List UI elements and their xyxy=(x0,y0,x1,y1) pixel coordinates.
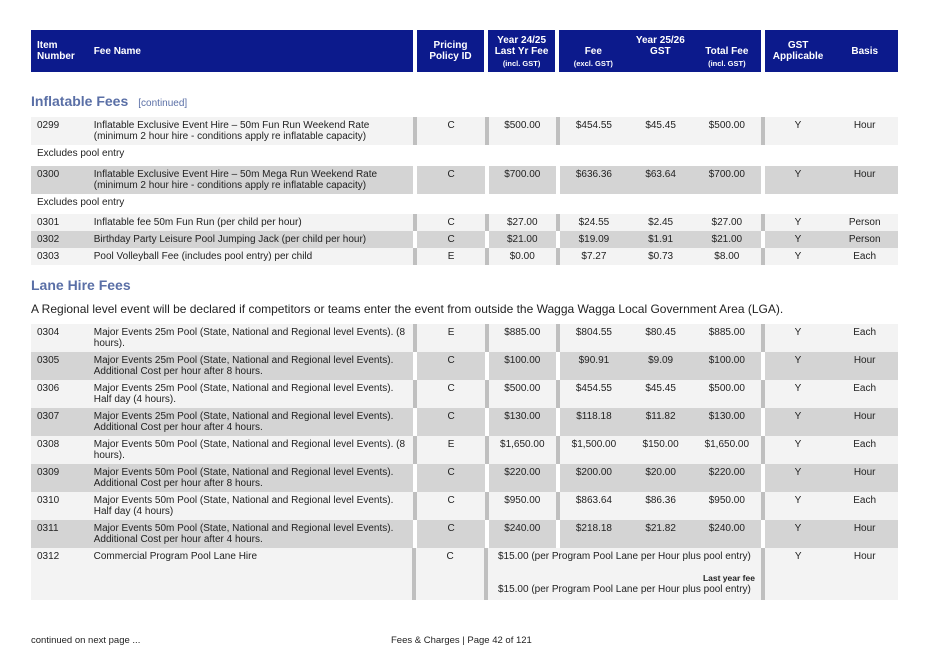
table-row xyxy=(31,248,898,265)
gst-amount: $11.82 xyxy=(645,411,676,422)
header-total-fee: Total Fee (incl. GST) xyxy=(705,45,749,68)
fee-name-line1: Major Events 25m Pool (State, National and Regional level Events). xyxy=(93,355,394,366)
fee-name xyxy=(88,520,414,548)
total-fee: $21.00 xyxy=(711,234,743,245)
total-fee: $100.00 xyxy=(708,355,745,366)
basis: Each xyxy=(853,495,877,506)
fee-excl-gst: $24.55 xyxy=(578,217,610,228)
fee-excl-gst: $454.55 xyxy=(575,383,612,394)
gst-amount: $21.82 xyxy=(645,523,676,534)
total-fee: $500.00 xyxy=(708,383,745,394)
fee-excl-gst: $7.27 xyxy=(581,251,607,262)
fee-excl-gst: $19.09 xyxy=(578,234,610,245)
fee-name xyxy=(88,380,414,408)
pricing-policy-id: C xyxy=(447,355,455,366)
pricing-policy-id: E xyxy=(447,251,455,262)
last-year-fee: $885.00 xyxy=(504,327,541,338)
header-gst-applicable: GST Applicable xyxy=(765,30,832,72)
fee-name-line1: Major Events 25m Pool (State, National and Regional level Events). (8 xyxy=(93,327,406,338)
fee-name xyxy=(88,231,414,248)
last-year-fee: $700.00 xyxy=(504,169,541,180)
table-row xyxy=(31,352,898,380)
gst-applicable: Y xyxy=(794,439,802,450)
fee-name xyxy=(88,117,414,145)
table-row xyxy=(31,492,898,520)
lane-hire-description: A Regional level event will be declared if competitors or teams enter the event from outside the Wagga Wagga Local Government Area (LGA). xyxy=(31,302,784,316)
pricing-policy-id: C xyxy=(447,234,455,245)
basis: Hour xyxy=(853,467,876,478)
total-fee: $27.00 xyxy=(711,217,743,228)
gst-amount: $9.09 xyxy=(648,355,674,366)
header-basis: Basis xyxy=(831,30,898,72)
table-row xyxy=(31,231,898,248)
basis: Person xyxy=(848,217,881,228)
total-fee: $885.00 xyxy=(708,327,745,338)
header-item-number: Item Number xyxy=(31,30,88,72)
table-row xyxy=(31,324,898,352)
basis: Each xyxy=(853,439,877,450)
fee-name-line1: Major Events 50m Pool (State, National and Regional level Events). xyxy=(93,495,394,506)
item-number: 0305 xyxy=(37,355,60,366)
continued-next-page: continued on next page ... xyxy=(31,635,141,646)
pricing-policy-id: C xyxy=(446,551,454,562)
basis: Each xyxy=(853,327,877,338)
fee-name: Commercial Program Pool Lane Hire xyxy=(93,551,258,562)
header-year-2526-group xyxy=(559,30,761,72)
gst-amount: $86.36 xyxy=(645,495,676,506)
fee-name xyxy=(88,166,414,194)
fee-name-line2: hours). xyxy=(93,450,125,461)
fee-excl-gst: $200.00 xyxy=(575,467,612,478)
lane-hire-fees-table xyxy=(31,324,898,600)
pricing-policy-id: E xyxy=(447,327,455,338)
fee-text-span xyxy=(488,548,761,600)
last-year-fee: $21.00 xyxy=(506,234,538,245)
last-year-fee: $100.00 xyxy=(504,355,541,366)
total-fee: $8.00 xyxy=(714,251,740,262)
fee-excl-gst: $1,500.00 xyxy=(571,439,617,450)
header-pricing-policy: Pricing Policy ID xyxy=(417,30,485,72)
basis: Hour xyxy=(853,120,876,131)
gst-applicable: Y xyxy=(794,251,802,262)
gst-amount: $45.45 xyxy=(645,383,676,394)
last-year-fee: $0.00 xyxy=(509,251,535,262)
item-number: 0304 xyxy=(37,327,60,338)
fee-name xyxy=(88,324,414,352)
gst-applicable: Y xyxy=(794,383,802,394)
item-number: 0306 xyxy=(37,383,60,394)
total-fee: $1,650.00 xyxy=(704,439,750,450)
item-number: 0301 xyxy=(37,217,60,228)
gst-amount: $20.00 xyxy=(645,467,676,478)
fee-name-line2: Additional Cost per hour after 8 hours. xyxy=(93,366,263,377)
table-row xyxy=(31,464,898,492)
gst-amount: $45.45 xyxy=(645,120,676,131)
fee-excl-gst: $118.18 xyxy=(576,411,612,422)
gst-applicable: Y xyxy=(794,169,802,180)
gst-applicable: Y xyxy=(794,551,802,562)
table-row xyxy=(31,548,898,600)
item-number: 0303 xyxy=(37,251,60,262)
total-fee: $220.00 xyxy=(708,467,745,478)
header-gst: GST xyxy=(650,45,671,57)
gst-applicable: Y xyxy=(794,523,802,534)
basis: Hour xyxy=(853,355,876,366)
item-number: 0310 xyxy=(37,495,60,506)
continued-label: [continued] xyxy=(138,98,188,109)
last-year-fee: $500.00 xyxy=(504,383,541,394)
gst-applicable: Y xyxy=(794,120,802,131)
section-title-lane-hire: Lane Hire Fees xyxy=(31,277,131,293)
fee-name xyxy=(88,436,414,464)
table-row xyxy=(31,436,898,464)
gst-amount: $0.73 xyxy=(648,251,674,262)
fee-name-line2: (minimum 2 hour hire - conditions apply re inflatable capacity) xyxy=(93,131,367,142)
pricing-policy-id: C xyxy=(447,120,455,131)
item-number: 0309 xyxy=(37,467,60,478)
row-note: Excludes pool entry xyxy=(31,194,898,214)
header-year-2526: Year 25/26 xyxy=(635,34,685,46)
item-number: 0302 xyxy=(37,234,60,245)
row-note: Excludes pool entry xyxy=(31,145,898,166)
fee-name-line2: Half day (4 hours) xyxy=(93,506,174,517)
fee-name-line1: Birthday Party Leisure Pool Jumping Jack (per child per hour) xyxy=(93,234,367,245)
total-fee: $700.00 xyxy=(708,169,745,180)
gst-amount: $150.00 xyxy=(642,439,679,450)
last-year-fee: $240.00 xyxy=(504,523,541,534)
basis: Hour xyxy=(853,169,876,180)
header-fee-name: Fee Name xyxy=(88,30,413,72)
gst-applicable: Y xyxy=(794,217,802,228)
fee-name xyxy=(88,352,414,380)
fee-name-line1: Inflatable Exclusive Event Hire – 50m Fun Run Weekend Rate xyxy=(93,120,370,131)
basis: Hour xyxy=(853,411,876,422)
fee-name-line1: Major Events 50m Pool (State, National and Regional level Events). xyxy=(93,467,394,478)
fee-name xyxy=(88,248,414,265)
fee-name-line2: Additional Cost per hour after 4 hours. xyxy=(93,534,263,545)
item-number: 0311 xyxy=(37,523,59,534)
gst-applicable: Y xyxy=(794,234,802,245)
fee-name-line2: Additional Cost per hour after 8 hours. xyxy=(93,478,263,489)
gst-amount: $63.64 xyxy=(645,169,676,180)
fee-name-line2: Half day (4 hours). xyxy=(93,394,177,405)
last-year-fee: $950.00 xyxy=(504,495,541,506)
pricing-policy-id: C xyxy=(447,523,455,534)
header-last-year-fee: Year 24/25 Last Yr Fee (incl. GST) xyxy=(488,30,555,72)
item-number: 0300 xyxy=(37,169,60,180)
inflatable-fees-table xyxy=(31,117,898,265)
pricing-policy-id: E xyxy=(447,439,455,450)
fee-excl-gst: $636.36 xyxy=(575,169,612,180)
fee-name-line1: Major Events 25m Pool (State, National and Regional level Events). xyxy=(93,411,394,422)
fee-name xyxy=(88,214,414,231)
last-year-fee: $220.00 xyxy=(504,467,541,478)
item-number: 0307 xyxy=(37,411,60,422)
gst-applicable: Y xyxy=(794,495,802,506)
table-header xyxy=(31,30,898,72)
pricing-policy-id: C xyxy=(447,217,455,228)
page-footer: Fees & Charges | Page 42 of 121 xyxy=(391,635,532,646)
table-row xyxy=(31,408,898,436)
total-fee: $130.00 xyxy=(708,411,745,422)
table-row xyxy=(31,520,898,548)
section-title-inflatable: Inflatable Fees [continued] xyxy=(31,93,188,109)
gst-amount: $80.45 xyxy=(645,327,676,338)
gst-amount: $1.91 xyxy=(648,234,674,245)
fee-name-line1: Major Events 50m Pool (State, National and Regional level Events). (8 xyxy=(93,439,406,450)
table-row xyxy=(31,214,898,231)
fee-excl-gst: $90.91 xyxy=(578,355,610,366)
last-year-fee: $27.00 xyxy=(506,217,538,228)
pricing-policy-id: C xyxy=(447,169,455,180)
total-fee: $950.00 xyxy=(708,495,745,506)
table-row xyxy=(31,380,898,408)
fee-excl-gst: $218.18 xyxy=(575,523,612,534)
item-number: 0308 xyxy=(37,439,60,450)
gst-applicable: Y xyxy=(794,411,802,422)
basis: Person xyxy=(848,234,881,245)
last-year-fee: $130.00 xyxy=(504,411,541,422)
pricing-policy-id: C xyxy=(447,495,455,506)
fee-name-line1: Inflatable fee 50m Fun Run (per child per hour) xyxy=(93,217,302,228)
basis: Each xyxy=(853,251,877,262)
basis: Hour xyxy=(853,523,876,534)
fee-name-line1: Major Events 50m Pool (State, National and Regional level Events). xyxy=(93,523,394,534)
last-year-fee-text: $15.00 (per Program Pool Lane per Hour plus pool entry) xyxy=(497,584,751,595)
gst-applicable: Y xyxy=(794,355,802,366)
basis: Each xyxy=(853,383,877,394)
header-fee: Fee (excl. GST) xyxy=(573,45,613,68)
table-row xyxy=(31,166,898,194)
item-number: 0299 xyxy=(37,120,60,131)
last-year-fee-label: Last year fee xyxy=(702,573,755,583)
pricing-policy-id: C xyxy=(447,383,455,394)
fee-name xyxy=(88,464,414,492)
total-fee: $240.00 xyxy=(708,523,745,534)
basis: Hour xyxy=(853,551,876,562)
fee-name-line1: Major Events 25m Pool (State, National and Regional level Events). xyxy=(93,383,394,394)
fee-name-line2: hours). xyxy=(93,338,125,349)
fee-name xyxy=(88,492,414,520)
table-row xyxy=(31,117,898,145)
fee-excl-gst: $863.64 xyxy=(575,495,612,506)
fee-excl-gst: $454.55 xyxy=(575,120,612,131)
last-year-fee: $500.00 xyxy=(504,120,541,131)
gst-amount: $2.45 xyxy=(648,217,674,228)
last-year-fee: $1,650.00 xyxy=(500,439,545,450)
fee-name-line1: Inflatable Exclusive Event Hire – 50m Mega Run Weekend Rate xyxy=(93,169,378,180)
pricing-policy-id: C xyxy=(447,411,455,422)
fee-text: $15.00 (per Program Pool Lane per Hour plus pool entry) xyxy=(497,551,751,562)
total-fee: $500.00 xyxy=(708,120,745,131)
gst-applicable: Y xyxy=(794,467,802,478)
fee-excl-gst: $804.55 xyxy=(575,327,612,338)
fee-name xyxy=(88,408,414,436)
pricing-policy-id: C xyxy=(447,467,455,478)
item-number: 0312 xyxy=(37,551,60,562)
fee-name-line2: (minimum 2 hour hire - conditions apply re inflatable capacity) xyxy=(93,180,367,191)
fee-name-line2: Additional Cost per hour after 4 hours. xyxy=(93,422,263,433)
fee-name-line1: Pool Volleyball Fee (includes pool entry) per child xyxy=(93,251,313,262)
gst-applicable: Y xyxy=(794,327,802,338)
